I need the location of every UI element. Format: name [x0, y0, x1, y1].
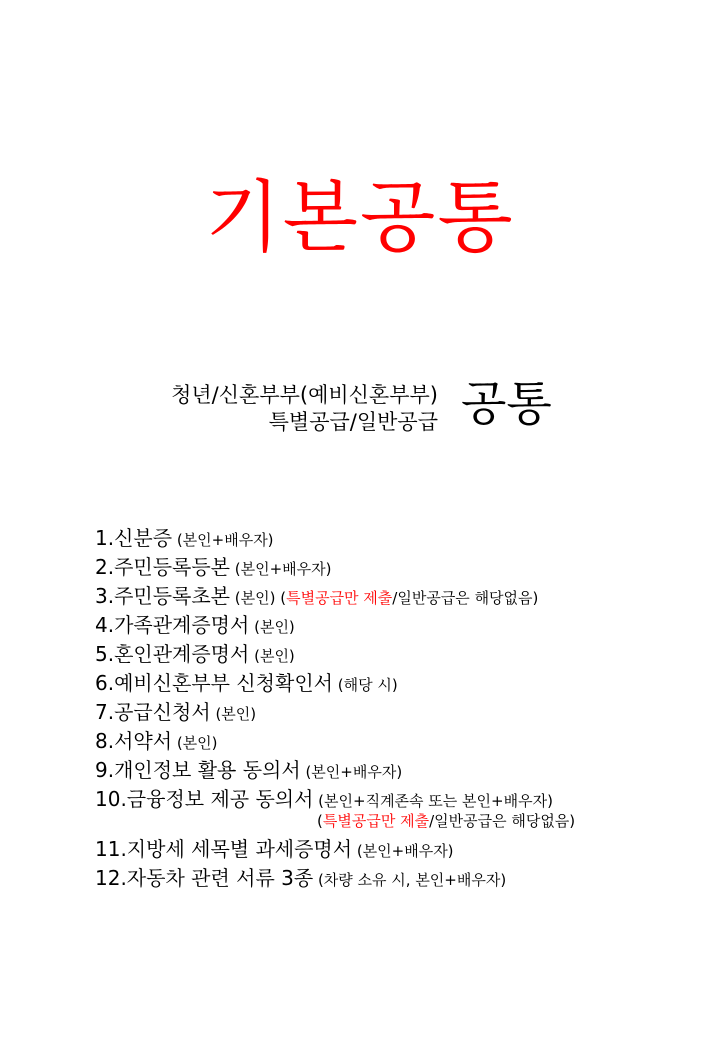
document-list: [95, 524, 575, 893]
list-item: [95, 524, 575, 553]
item-note: (본인): [249, 618, 295, 636]
list-item: [95, 640, 575, 669]
item-note: (본인): [249, 647, 295, 665]
item-note-highlight: 특별공급만 제출: [286, 589, 393, 607]
item-note: (해당 시): [332, 676, 398, 694]
item-title: 1.신분증: [95, 526, 173, 550]
item-note: (본인+배우자): [230, 560, 332, 578]
list-item: [95, 669, 575, 698]
list-item: [95, 611, 575, 640]
item-title: 6.예비신혼부부 신청확인서: [95, 671, 333, 695]
item-title: 3.주민등록초본: [95, 584, 231, 608]
item-title: 4.가족관계증명서: [95, 613, 250, 637]
item-title: 2.주민등록등본: [95, 555, 231, 579]
item-note-highlight: 특별공급만 제출: [322, 812, 430, 830]
item-note: (본인): [210, 705, 257, 723]
item-title: 7.공급신청서: [95, 700, 211, 724]
page-title: 기본공통: [205, 173, 515, 263]
item-note-tail: /일반공급은 해당없음): [392, 589, 539, 607]
subtitle-line-2: 특별공급/일반공급: [268, 410, 438, 434]
item-title: 8.서약서: [95, 729, 173, 753]
item-title: 5.혼인관계증명서: [95, 642, 250, 666]
item-note: (본인+배우자): [300, 763, 403, 781]
item-note-tail: /일반공급은 해당없음): [429, 812, 576, 830]
item-note: (본인+배우자): [172, 531, 274, 549]
list-item: [95, 864, 575, 893]
item-note: (본인+배우자): [352, 842, 454, 860]
item-note: (본인): [172, 734, 218, 752]
list-item: [95, 582, 575, 611]
item-note: (본인) (: [230, 589, 287, 607]
list-item: [95, 553, 575, 582]
item-title: 10.금융정보 제공 동의서: [95, 787, 314, 811]
subtitle-line-1: 청년/신혼부부(예비신혼부부): [171, 383, 438, 407]
list-item: [95, 835, 575, 864]
common-label: 공통: [461, 377, 552, 432]
list-item: [95, 698, 575, 727]
item-title: 12.자동차 관련 서류 3종: [95, 866, 314, 890]
list-item: [95, 756, 575, 785]
item-title: 11.지방세 세목별 과세증명서: [95, 837, 353, 861]
item-note: (: [317, 812, 323, 830]
item-note: (차량 소유 시, 본인+배우자): [313, 871, 507, 889]
list-item: [95, 727, 575, 756]
item-title: 9.개인정보 활용 동의서: [95, 758, 301, 782]
item-note: (본인+직계존속 또는 본인+배우자): [313, 792, 553, 810]
